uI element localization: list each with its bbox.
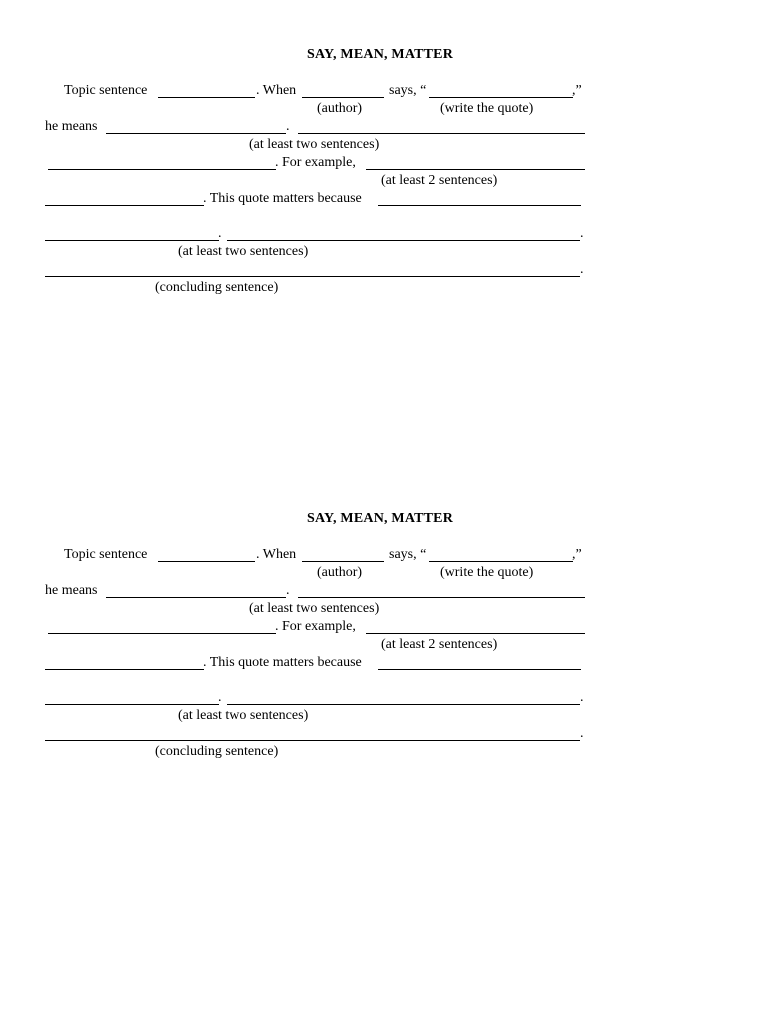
quote-close: ,” bbox=[572, 83, 582, 98]
meaning-blank-2[interactable] bbox=[298, 133, 585, 134]
concluding-caption: (concluding sentence) bbox=[155, 280, 279, 295]
meaning-blank-3[interactable] bbox=[48, 169, 276, 170]
worksheet-form bbox=[0, 0, 768, 470]
author-caption: (author) bbox=[317, 101, 363, 116]
period-1: . bbox=[286, 583, 290, 598]
period-4: . bbox=[580, 262, 584, 277]
matters-blank-1[interactable] bbox=[378, 205, 581, 206]
concluding-blank[interactable] bbox=[45, 740, 580, 741]
he-means-label: he means bbox=[45, 119, 98, 134]
quote-caption: (write the quote) bbox=[440, 565, 534, 580]
quote-blank[interactable] bbox=[429, 97, 573, 98]
concluding-caption: (concluding sentence) bbox=[155, 744, 279, 759]
matters-blank-3[interactable] bbox=[227, 240, 580, 241]
period-4: . bbox=[580, 726, 584, 741]
author-caption: (author) bbox=[317, 565, 363, 580]
matters-blank-2[interactable] bbox=[45, 704, 219, 705]
period-2: . bbox=[580, 226, 584, 241]
example-blank-2[interactable] bbox=[45, 669, 204, 670]
matters-blank-1[interactable] bbox=[378, 669, 581, 670]
quote-caption: (write the quote) bbox=[440, 101, 534, 116]
quote-blank[interactable] bbox=[429, 561, 573, 562]
example-blank-1[interactable] bbox=[366, 633, 585, 634]
quote-close: ,” bbox=[572, 547, 582, 562]
topic-sentence-blank[interactable] bbox=[158, 97, 255, 98]
meaning-blank-2[interactable] bbox=[298, 597, 585, 598]
worksheet-form bbox=[0, 464, 768, 934]
author-blank[interactable] bbox=[302, 97, 384, 98]
period-1: . bbox=[286, 119, 290, 134]
he-means-label: he means bbox=[45, 583, 98, 598]
quote-matters-label: . This quote matters because bbox=[203, 655, 362, 670]
topic-sentence-label: Topic sentence bbox=[64, 547, 148, 562]
when-label: . When bbox=[256, 547, 297, 562]
period-3: . bbox=[218, 226, 222, 241]
says-label: says, “ bbox=[389, 547, 427, 562]
at-least-2-caption: (at least 2 sentences) bbox=[381, 637, 498, 652]
for-example-label: . For example, bbox=[275, 155, 356, 170]
matters-blank-3[interactable] bbox=[227, 704, 580, 705]
meaning-blank-1[interactable] bbox=[106, 133, 286, 134]
example-blank-2[interactable] bbox=[45, 205, 204, 206]
at-least-two-caption-1: (at least two sentences) bbox=[249, 137, 380, 152]
meaning-blank-1[interactable] bbox=[106, 597, 286, 598]
at-least-two-caption-2: (at least two sentences) bbox=[178, 244, 309, 259]
at-least-two-caption-2: (at least two sentences) bbox=[178, 708, 309, 723]
at-least-two-caption-1: (at least two sentences) bbox=[249, 601, 380, 616]
period-3: . bbox=[218, 690, 222, 705]
form-title: SAY, MEAN, MATTER bbox=[307, 47, 454, 62]
topic-sentence-blank[interactable] bbox=[158, 561, 255, 562]
when-label: . When bbox=[256, 83, 297, 98]
says-label: says, “ bbox=[389, 83, 427, 98]
at-least-2-caption: (at least 2 sentences) bbox=[381, 173, 498, 188]
matters-blank-2[interactable] bbox=[45, 240, 219, 241]
period-2: . bbox=[580, 690, 584, 705]
example-blank-1[interactable] bbox=[366, 169, 585, 170]
author-blank[interactable] bbox=[302, 561, 384, 562]
meaning-blank-3[interactable] bbox=[48, 633, 276, 634]
quote-matters-label: . This quote matters because bbox=[203, 191, 362, 206]
concluding-blank[interactable] bbox=[45, 276, 580, 277]
form-title: SAY, MEAN, MATTER bbox=[307, 511, 454, 526]
for-example-label: . For example, bbox=[275, 619, 356, 634]
topic-sentence-label: Topic sentence bbox=[64, 83, 148, 98]
